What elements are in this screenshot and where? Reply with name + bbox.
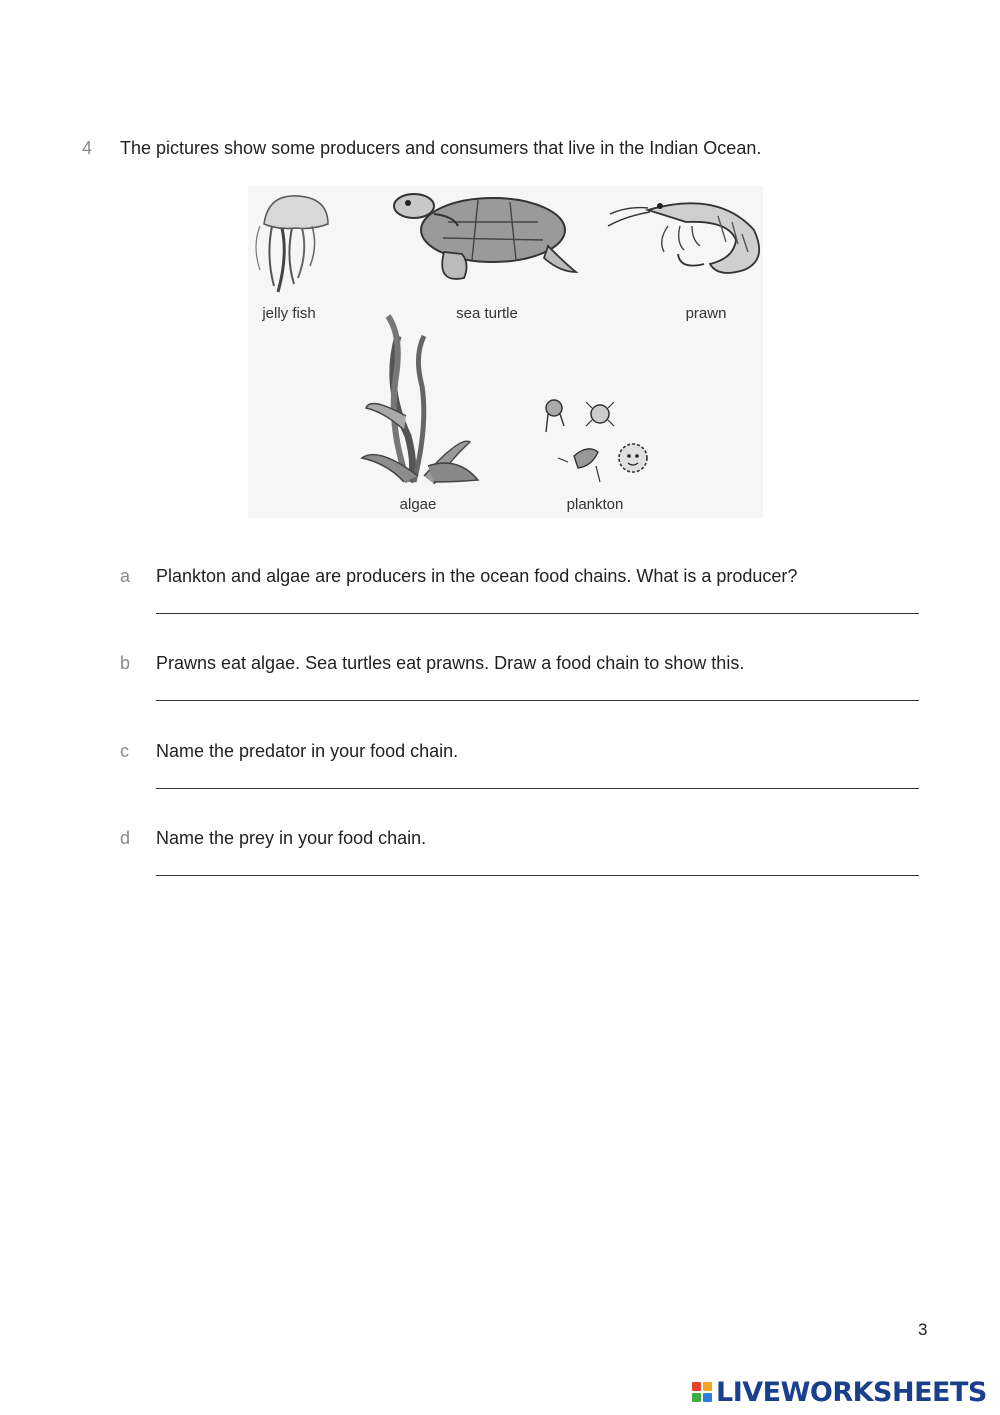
question-part-a [0,566,1000,646]
part-letter: b [120,653,131,673]
part-prompt: Plankton and algae are producers in the ocean food chains. What is a producer? [156,566,798,586]
page-number: 3 [918,1320,928,1339]
part-letter: a [120,566,131,586]
logo-grid-icon [692,1382,712,1402]
part-prompt: Name the predator in your food chain. [156,741,459,761]
caption-jellyfish: jelly fish [262,305,316,322]
question-intro: The pictures show some producers and consumers that live in the Indian Ocean. [120,138,762,158]
ocean-organisms-figure [248,186,763,518]
caption-prawn: prawn [685,305,727,322]
part-prompt: Prawns eat algae. Sea turtles eat prawns. Draw a food chain to show this. [156,653,745,673]
caption-sea-turtle: sea turtle [456,305,518,322]
answer-line-b[interactable] [156,700,919,701]
algae-icon [362,316,478,484]
answer-line-d[interactable] [156,875,919,876]
question-number: 4 [82,138,93,158]
liveworksheets-logo[interactable] [692,1374,987,1410]
part-letter: c [120,741,129,761]
answer-line-a[interactable] [156,613,919,614]
part-prompt: Name the prey in your food chain. [156,828,427,848]
brand-name: LIVEWORKSHEETS [716,1376,987,1408]
question-part-d [0,828,1000,908]
answer-line-c[interactable] [156,788,919,789]
plankton-icon [546,400,647,482]
sea-turtle-icon [394,194,576,279]
jellyfish-icon [256,196,328,292]
part-letter: d [120,828,131,848]
caption-plankton: plankton [566,496,624,513]
question-part-c [0,741,1000,821]
organisms-illustration [248,186,763,518]
caption-algae: algae [399,496,437,513]
prawn-icon [608,203,759,273]
question-part-b [0,653,1000,733]
